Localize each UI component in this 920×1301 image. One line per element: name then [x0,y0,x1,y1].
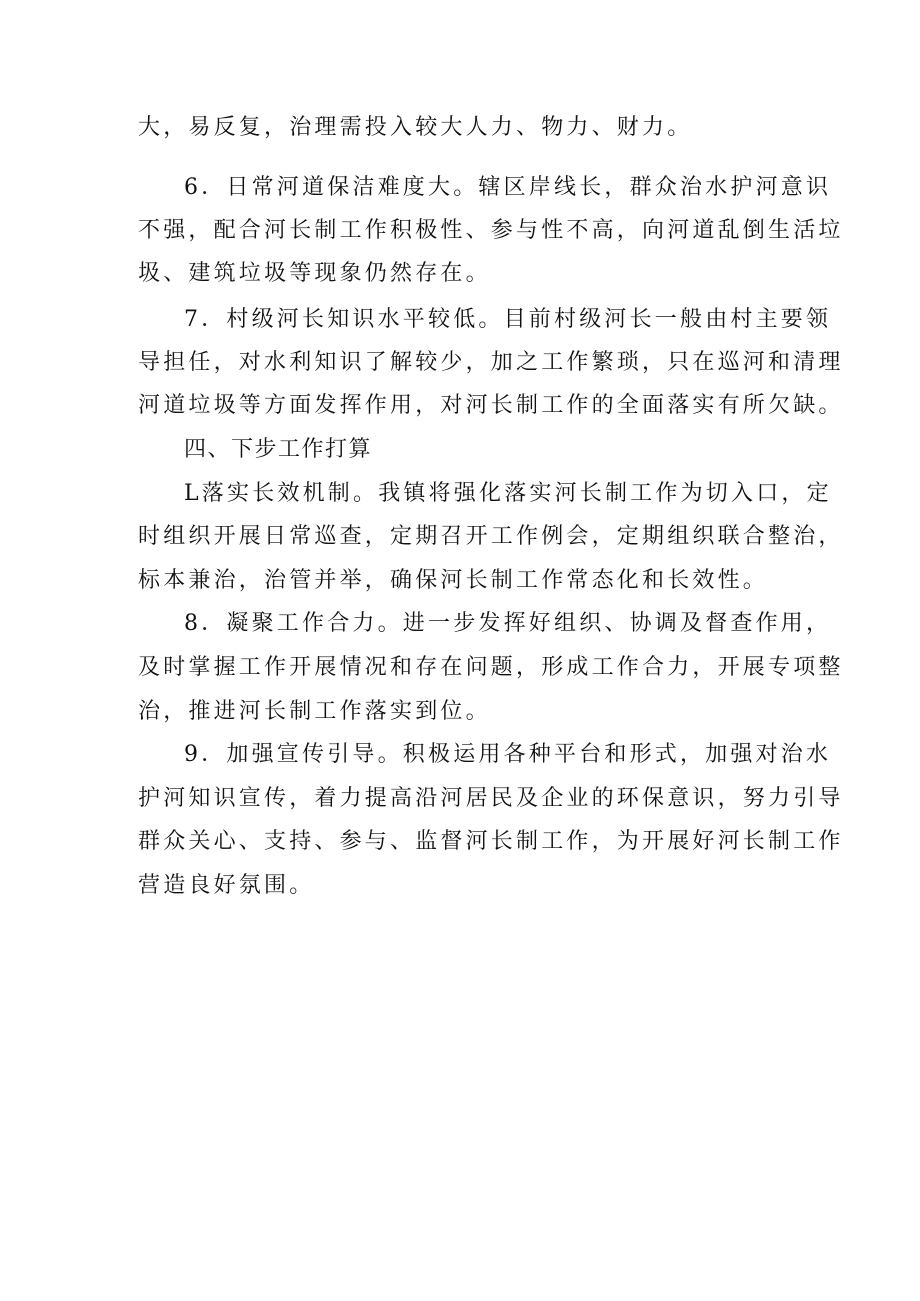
text-line: 标本兼治，治管并举，确保河长制工作常态化和长效性。 [138,568,769,593]
text-line: 7．村级河长知识水平较低。目前村级河长一般由村主要领 [184,307,832,332]
text-line: 6．日常河道保洁难度大。辖区岸线长，群众治水护河意识 [184,175,832,200]
text-line: 营造良好氛围。 [138,873,315,898]
text-line: L落实长效机制。我镇将强化落实河长制工作为切入口，定 [184,481,832,506]
text-line: 时组织开展日常巡查，定期召开工作例会，定期组织联合整治， [138,524,844,549]
text-line: 大，易反复，治理需投入较大人力、物力、财力。 [138,115,693,140]
text-line: 群众关心、支持、参与、监督河长制工作，为开展好河长制工作 [138,829,844,854]
text-line: 圾、建筑垃圾等现象仍然存在。 [138,261,491,286]
text-line: 8．凝聚工作合力。进一步发挥好组织、协调及督查作用， [184,611,832,636]
text-line: 9．加强宣传引导。积极运用各种平台和形式，加强对治水 [184,742,832,767]
text-line: 导担任，对水利知识了解较少，加之工作繁琐，只在巡河和清理 [138,350,844,375]
section-heading: 四、下步工作打算 [184,437,373,462]
text-line: 及时掌握工作开展情况和存在问题，形成工作合力，开展专项整 [138,655,844,680]
text-line: 河道垃圾等方面发挥作用，对河长制工作的全面落实有所欠缺。 [138,393,844,418]
text-line: 治，推进河长制工作落实到位。 [138,699,491,724]
text-line: 护河知识宣传，着力提高沿河居民及企业的环保意识，努力引导 [138,786,844,811]
text-line: 不强，配合河长制工作积极性、参与性不高，向河道乱倒生活垃 [138,218,844,243]
